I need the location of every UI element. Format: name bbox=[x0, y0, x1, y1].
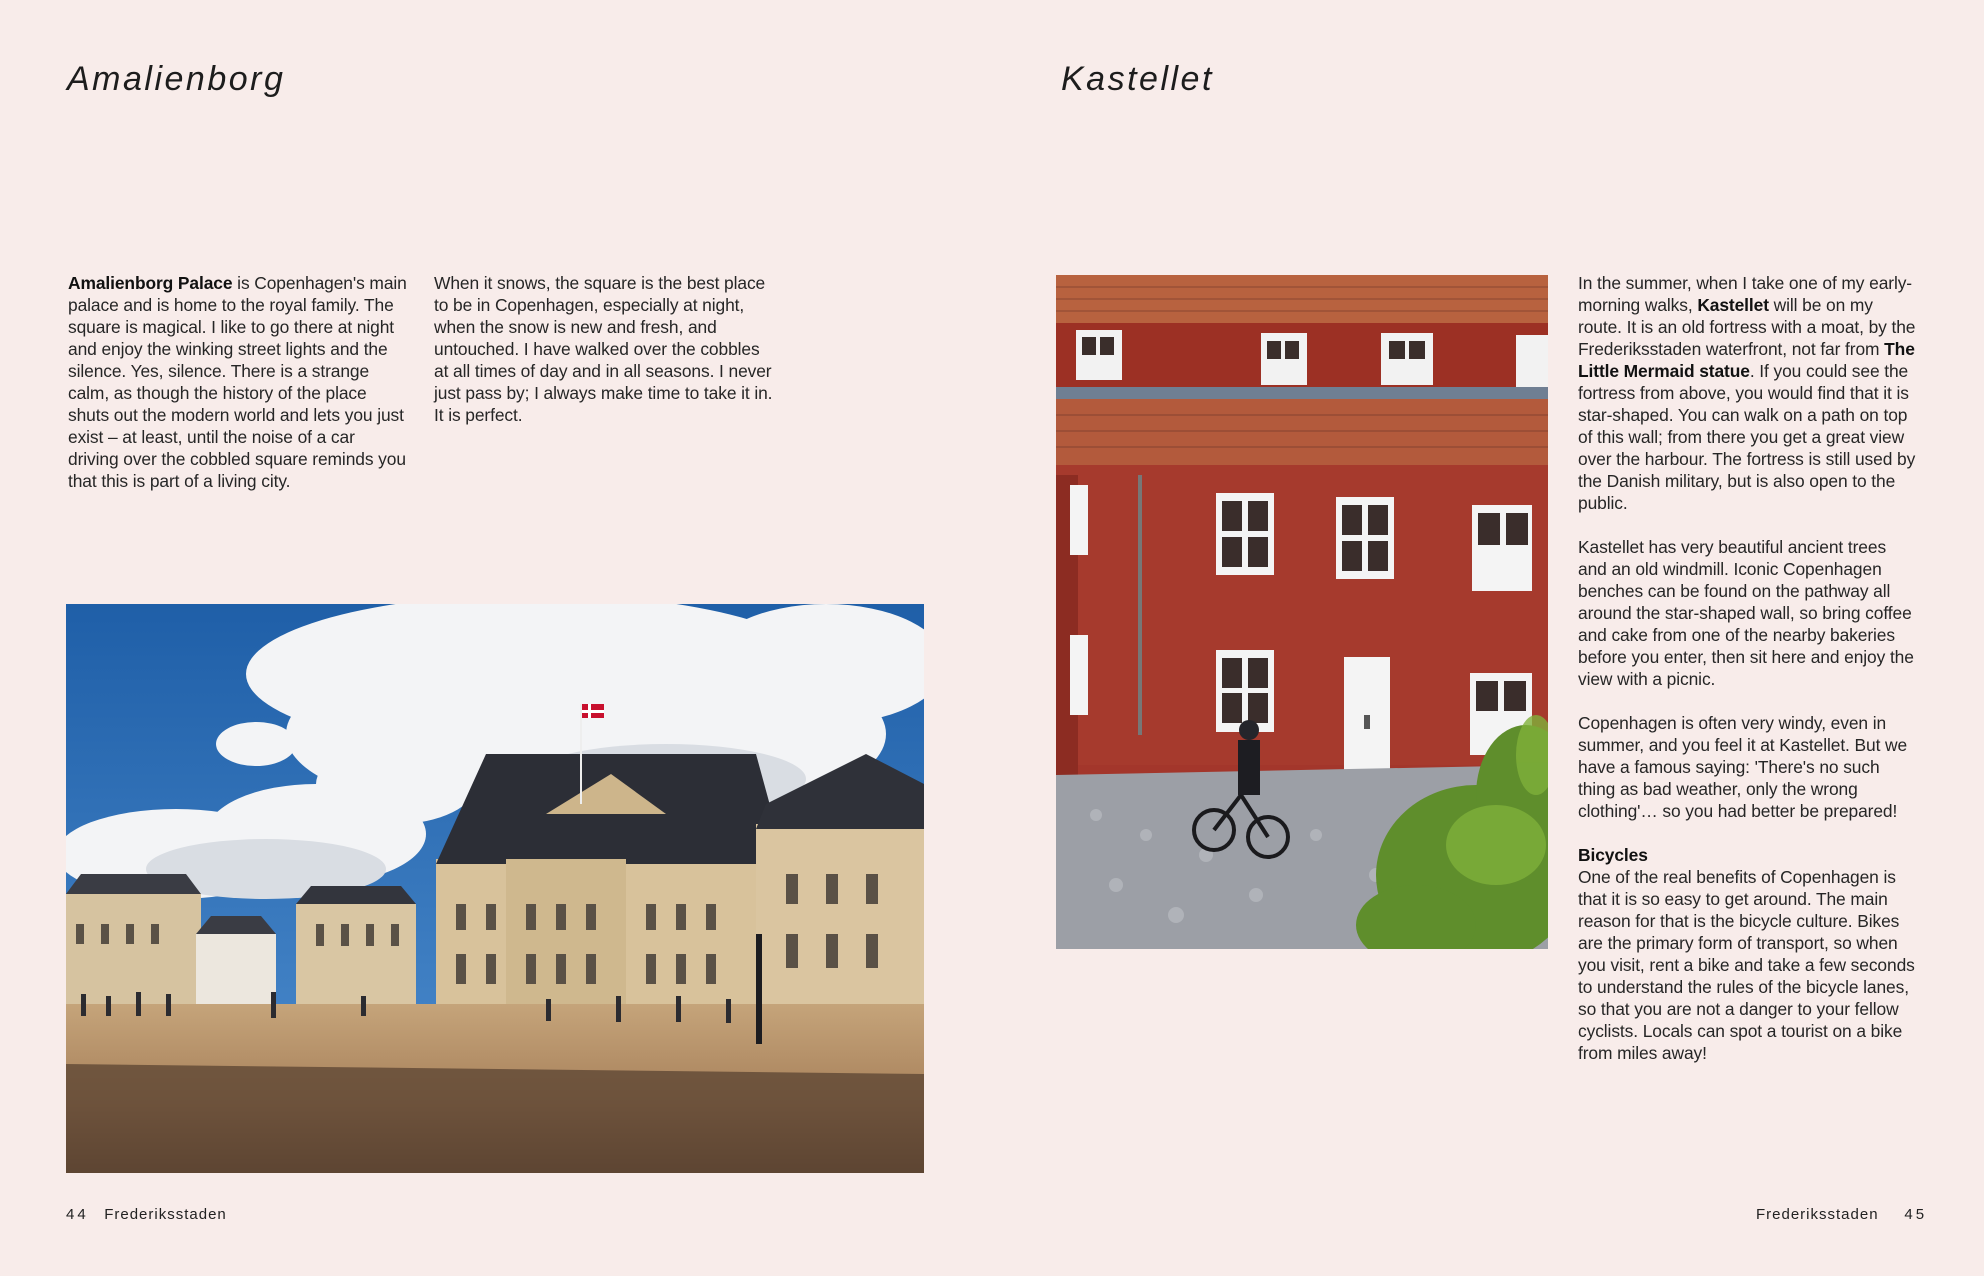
kastellet-paragraph-3: Copenhagen is often very windy, even in summer, and you feel it at Kastellet. But we have a famous saying: 'There's no such thing as bad weather, only the wrong clothing'… so you had better be prepared! bbox=[1578, 713, 1908, 821]
amalienborg-snow-text: When it snows, the square is the best place to be in Copenhagen, especially at night, when the snow is new and fresh, and untouched. I have walked over the cobbles at all times of day and in all seasons. I never just pass by; I always make time to take it in. It is perfect. bbox=[434, 273, 773, 425]
footer-right bbox=[1756, 1206, 1927, 1223]
little-mermaid-bold: The Little Mermaid statue bbox=[1578, 339, 1915, 381]
kastellet-photo bbox=[1056, 275, 1548, 949]
amalienborg-column-1 bbox=[68, 272, 408, 514]
kastellet-paragraph-2: Kastellet has very beautiful ancient trees and an old windmill. Iconic Copenhagen benches can be found on the pathway all around the star-shaped wall, so bring coffee and cake from one of the nearby bakeries before you enter, then sit here and enjoy the view with a picnic. bbox=[1578, 537, 1914, 689]
amalienborg-photo-illustration bbox=[66, 604, 924, 1173]
amalienborg-column-2 bbox=[434, 272, 774, 448]
bicycles-paragraph: One of the real benefits of Copenhagen is that it is so easy to get around. The main reason for that is the bicycle culture. Bikes are the primary form of transport, so when you visit, rent a bike and take a few seconds to understand the rules of the bicycle lanes, so that you are not a danger to your fellow cyclists. Locals can spot a tourist on a bike from miles away! bbox=[1578, 867, 1915, 1063]
section-name-right: Frederiksstaden bbox=[1756, 1206, 1879, 1223]
kastellet-p1-part-a: In the summer, when I take one of my early-morning walks, bbox=[1578, 273, 1913, 315]
footer-left bbox=[66, 1206, 227, 1223]
kastellet-photo-illustration bbox=[1056, 275, 1548, 949]
page-number-left: 44 bbox=[66, 1206, 89, 1223]
section-name-left: Frederiksstaden bbox=[104, 1206, 227, 1223]
amalienborg-intro-text: is Copenhagen's main palace and is home to the royal family. The square is magical. I like to go there at night and enjoy the winking street lights and the silence. Yes, silence. There is a strange calm, as though the history of the place shuts out the modern world and lets you just exist – at least, until the noise of a car driving over the cobbled square reminds you that this is part of a living city. bbox=[68, 273, 407, 491]
bicycles-subhead: Bicycles bbox=[1578, 845, 1648, 865]
page-title-kastellet: Kastellet bbox=[1061, 60, 1214, 98]
kastellet-bold-name: Kastellet bbox=[1697, 295, 1769, 315]
kastellet-paragraph-1 bbox=[1578, 272, 1918, 514]
amalienborg-palace-lead: Amalienborg Palace bbox=[68, 273, 233, 293]
amalienborg-photo bbox=[66, 604, 924, 1173]
page-title-amalienborg: Amalienborg bbox=[67, 60, 286, 98]
kastellet-p1-part-c: will be on my route. It is an old fortress with a moat, by the Frederiksstaden waterfront, not far from bbox=[1578, 295, 1916, 359]
kastellet-p1-part-e: . If you could see the fortress from above, you would find that it is star-shaped. You can walk on a path on top of this wall; from there you get a great view over the harbour. The fortress is still used by the Danish military, but is also open to the public. bbox=[1578, 361, 1916, 513]
kastellet-column bbox=[1578, 272, 1918, 1086]
page-number-right: 45 bbox=[1904, 1206, 1928, 1223]
